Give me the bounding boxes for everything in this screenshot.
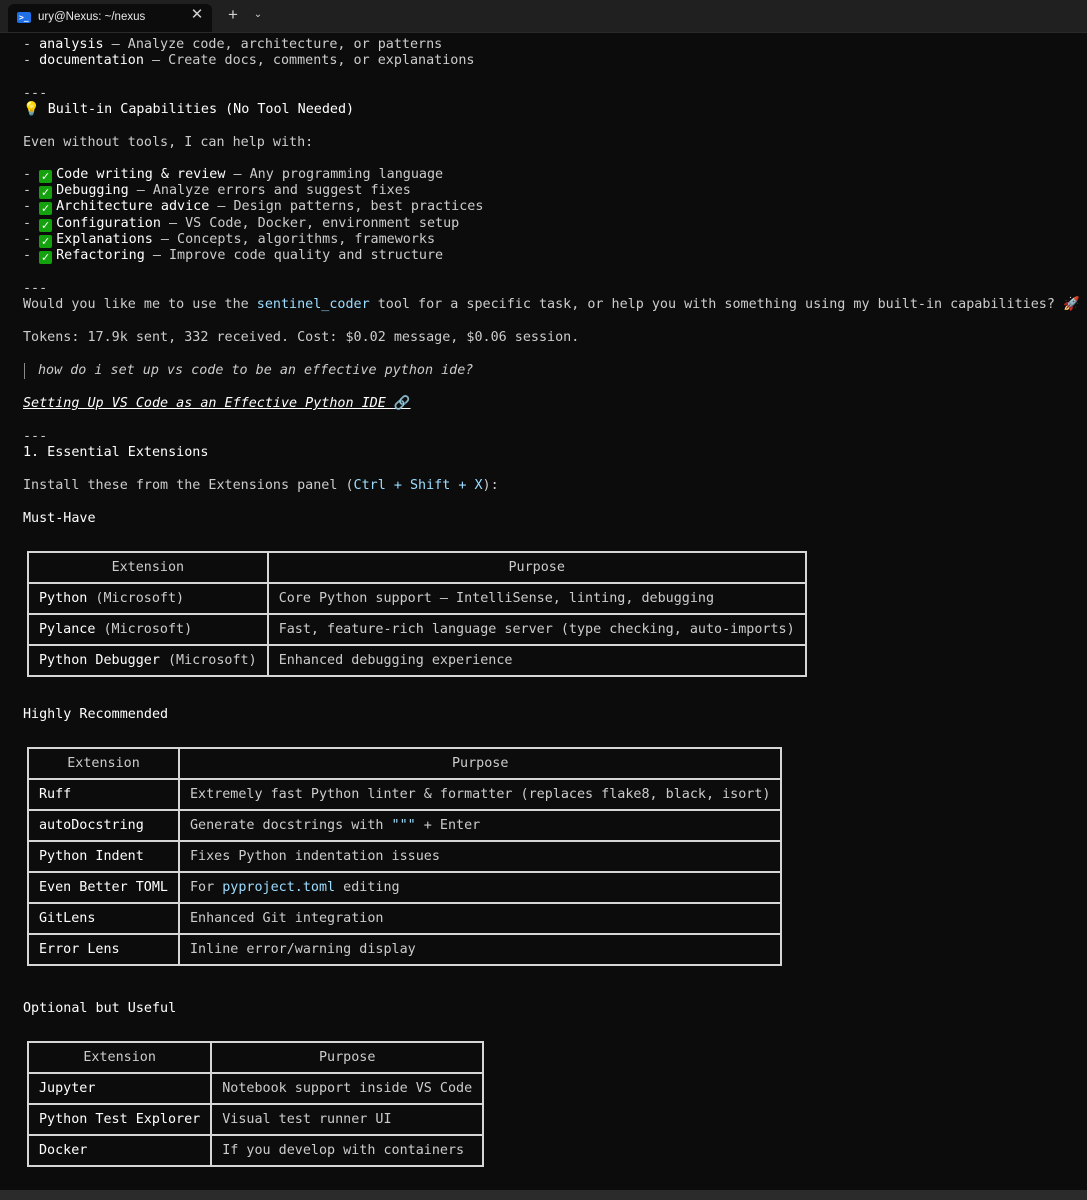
column-header: Purpose — [268, 552, 806, 583]
must-have-table — [27, 551, 807, 677]
purpose-text: editing — [335, 880, 400, 895]
table-cell: Notebook support inside VS Code — [211, 1073, 483, 1104]
table-cell: Python Indent — [28, 841, 179, 872]
column-header: Extension — [28, 1042, 211, 1073]
paragraph — [23, 478, 499, 494]
inline-code: sentinel_coder — [256, 297, 370, 312]
divider: --- — [23, 281, 48, 296]
install-text: Install these from the Extensions panel ( — [23, 478, 354, 493]
table-cell: Fixes Python indentation issues — [179, 841, 781, 872]
table-cell — [28, 645, 268, 676]
cap-name: Code writing & review — [56, 167, 226, 182]
table-row — [28, 903, 781, 934]
vendor: (Microsoft) — [87, 591, 185, 606]
list-item: - documentation — Create docs, comments, or explanations — [23, 53, 475, 68]
question-text: tool for a specific task, or help you with something using my built-in capabilities? — [369, 297, 1063, 312]
table-row — [28, 934, 781, 965]
table-cell — [28, 583, 268, 614]
status-strip — [0, 1190, 1087, 1200]
tab-title: ury@Nexus: ~/nexus — [38, 11, 146, 23]
paragraph: Even without tools, I can help with: — [23, 135, 314, 150]
cap-name: Configuration — [56, 216, 161, 231]
optional-table — [27, 1041, 484, 1167]
table-cell: GitLens — [28, 903, 179, 934]
link-icon: 🔗 — [393, 396, 411, 411]
prompt-quote-bar — [24, 363, 25, 379]
list-item: - ✓ Architecture advice — Design patterns, best practices — [23, 199, 484, 215]
table-row — [28, 810, 781, 841]
table-cell: Python Test Explorer — [28, 1104, 211, 1135]
cap-desc: — Analyze errors and suggest fixes — [128, 183, 411, 198]
install-text: ): — [482, 478, 499, 493]
inline-code: """ — [391, 818, 416, 833]
table-row — [28, 1135, 483, 1166]
page-title — [23, 396, 411, 412]
cap-desc: — Any programming language — [225, 167, 444, 182]
checkmark-icon: ✓ — [41, 235, 51, 248]
table-row — [28, 583, 806, 614]
checkmark-icon: ✓ — [41, 219, 51, 232]
list-item: - analysis — Analyze code, architecture, or patterns — [23, 37, 443, 52]
subsection-heading: Must-Have — [23, 511, 96, 526]
title-bar — [0, 0, 1087, 33]
inline-code: Ctrl + Shift + X — [353, 478, 483, 493]
table-row — [28, 645, 806, 676]
paragraph — [23, 297, 1080, 313]
table-cell: Jupyter — [28, 1073, 211, 1104]
divider: --- — [23, 86, 48, 101]
table-cell — [179, 810, 781, 841]
tool-desc: — Analyze code, architecture, or patterns — [103, 37, 443, 52]
checkmark-icon: ✓ — [41, 251, 51, 264]
inline-code: pyproject.toml — [222, 880, 336, 895]
table-cell: Even Better TOML — [28, 872, 179, 903]
cap-name: Debugging — [56, 183, 129, 198]
terminal-output[interactable] — [0, 32, 1087, 1200]
tool-name: documentation — [39, 53, 144, 68]
column-header: Purpose — [211, 1042, 483, 1073]
table-row — [28, 841, 781, 872]
list-item: - ✓ Configuration — VS Code, Docker, environment setup — [23, 216, 460, 232]
table-cell: Ruff — [28, 779, 179, 810]
tool-desc: — Create docs, comments, or explanations — [143, 53, 475, 68]
table-cell: Core Python support — IntelliSense, linting, debugging — [268, 583, 806, 614]
table-header-row — [28, 748, 781, 779]
cap-name: Explanations — [56, 232, 153, 247]
extension-name: Python — [39, 591, 88, 606]
checkmark-icon: ✓ — [41, 202, 51, 215]
cap-desc: — Improve code quality and structure — [144, 248, 444, 263]
cap-desc: — Design patterns, best practices — [209, 199, 484, 214]
table-cell: Error Lens — [28, 934, 179, 965]
table-row — [28, 1073, 483, 1104]
cap-name: Refactoring — [56, 248, 145, 263]
section-heading — [23, 102, 354, 118]
recommended-table — [27, 747, 782, 966]
list-item: - ✓ Refactoring — Improve code quality and structure — [23, 248, 444, 264]
terminal-tab[interactable] — [8, 4, 212, 32]
list-item: - ✓ Debugging — Analyze errors and suggest fixes — [23, 183, 411, 199]
table-cell: Docker — [28, 1135, 211, 1166]
purpose-text: For — [190, 880, 223, 895]
column-header: Extension — [28, 552, 268, 583]
table-cell: autoDocstring — [28, 810, 179, 841]
user-prompt: how do i set up vs code to be an effective python ide? — [38, 363, 474, 378]
table-row — [28, 1104, 483, 1135]
cap-desc: — Concepts, algorithms, frameworks — [152, 232, 436, 247]
list-item: - ✓ Explanations — Concepts, algorithms, frameworks — [23, 232, 436, 248]
extension-name: Python Debugger — [39, 653, 160, 668]
table-cell: Enhanced Git integration — [179, 903, 781, 934]
cap-desc: — VS Code, Docker, environment setup — [160, 216, 460, 231]
divider: --- — [23, 429, 48, 444]
token-stats: Tokens: 17.9k sent, 332 received. Cost: $0.02 message, $0.06 session. — [23, 330, 580, 345]
table-cell: If you develop with containers — [211, 1135, 483, 1166]
table-cell: Fast, feature-rich language server (type checking, auto-imports) — [268, 614, 806, 645]
table-cell — [179, 872, 781, 903]
table-header-row — [28, 552, 806, 583]
terminal-icon: >_ — [17, 12, 31, 23]
table-cell — [28, 614, 268, 645]
purpose-text: + Enter — [415, 818, 481, 833]
column-header: Extension — [28, 748, 179, 779]
question-text: Would you like me to use the — [23, 297, 257, 312]
list-item: - ✓ Code writing & review — Any programming language — [23, 167, 444, 183]
tool-name: analysis — [39, 37, 104, 52]
purpose-text: Generate docstrings with — [190, 818, 392, 833]
table-cell: Inline error/warning display — [179, 934, 781, 965]
heading-text: Built-in Capabilities (No Tool Needed) — [39, 102, 355, 117]
table-row — [28, 614, 806, 645]
subsection-heading: Optional but Useful — [23, 1001, 177, 1016]
close-tab-icon[interactable]: ✕ — [190, 6, 204, 23]
subsection-heading: Highly Recommended — [23, 707, 169, 722]
new-tab-button[interactable]: + — [228, 5, 238, 24]
rocket-icon: 🚀 — [1063, 297, 1080, 312]
vendor: (Microsoft) — [95, 622, 193, 637]
table-row — [28, 872, 781, 903]
table-cell: Enhanced debugging experience — [268, 645, 806, 676]
profile-dropdown-button[interactable]: ⌄ — [253, 9, 263, 20]
checkmark-icon: ✓ — [41, 186, 51, 199]
table-row — [28, 779, 781, 810]
section-heading: 1. Essential Extensions — [23, 445, 209, 460]
extension-name: Pylance — [39, 622, 96, 637]
title-text: Setting Up VS Code as an Effective Python IDE — [23, 396, 394, 411]
checkmark-icon: ✓ — [41, 170, 51, 183]
table-cell: Extremely fast Python linter & formatter (replaces flake8, black, isort) — [179, 779, 781, 810]
cap-name: Architecture advice — [56, 199, 210, 214]
vendor: (Microsoft) — [159, 653, 257, 668]
lightbulb-icon: 💡 — [23, 102, 40, 117]
column-header: Purpose — [179, 748, 781, 779]
table-header-row — [28, 1042, 483, 1073]
table-cell: Visual test runner UI — [211, 1104, 483, 1135]
